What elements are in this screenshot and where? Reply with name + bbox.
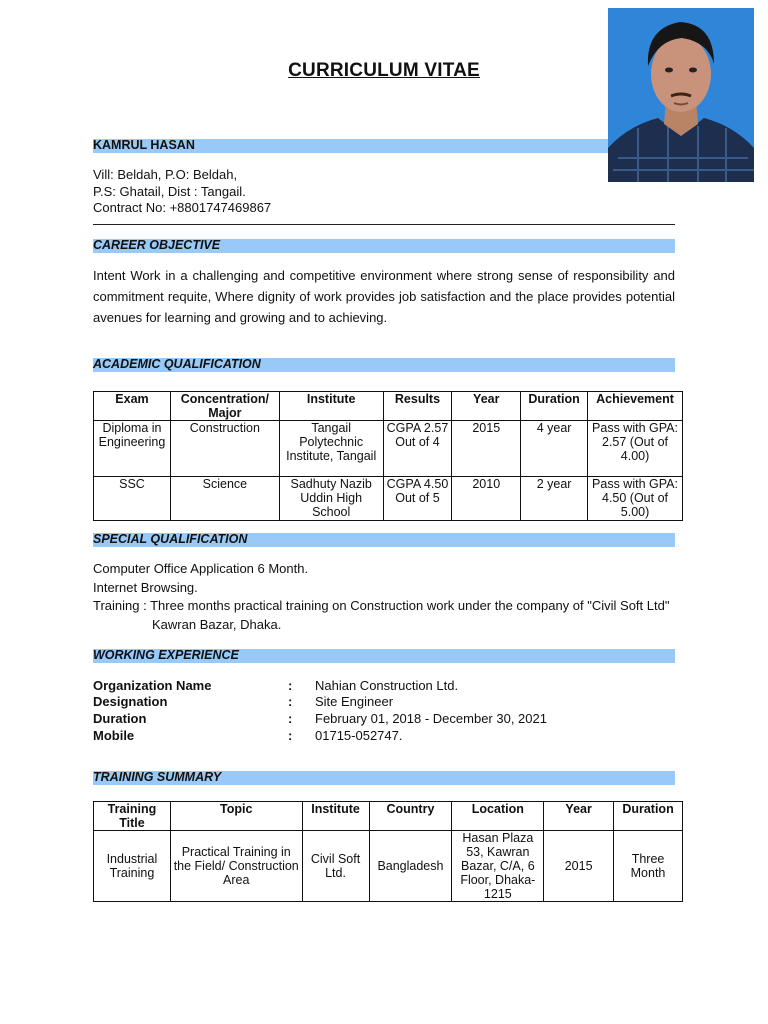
list-item: Training : Three months practical training on Construction work under the company of "Civil Soft Ltd" <box>93 598 670 613</box>
contact-line: Contract No: +8801747469867 <box>93 200 272 215</box>
field-label: Duration <box>93 711 147 726</box>
table-header-row <box>94 392 683 421</box>
section-title: CAREER OBJECTIVE <box>93 238 221 252</box>
table-cell: 4 year <box>521 421 588 477</box>
profile-photo <box>608 8 754 182</box>
field-label: Mobile <box>93 728 135 743</box>
field-value: 01715-052747. <box>315 728 403 743</box>
cv-title: CURRICULUM VITAE <box>288 60 480 81</box>
table-cell: Science <box>170 477 279 521</box>
table-row <box>94 831 683 902</box>
table-header: Year <box>452 392 521 421</box>
table-cell: SSC <box>94 477 171 521</box>
table-cell: 2015 <box>544 831 614 902</box>
section-special <box>93 533 675 547</box>
table-header: Country <box>369 802 452 831</box>
section-title: TRAINING SUMMARY <box>93 770 222 784</box>
list-item: Computer Office Application 6 Month. <box>93 561 309 576</box>
table-cell: Industrial Training <box>94 831 171 902</box>
table-cell: Hasan Plaza 53, Kawran Bazar, C/A, 6 Floor, Dhaka-1215 <box>452 831 544 902</box>
table-cell: Pass with GPA: 2.57 (Out of 4.00) <box>588 421 683 477</box>
address-line: Vill: Beldah, P.O: Beldah, <box>93 167 238 182</box>
name-text: KAMRUL HASAN <box>93 138 195 152</box>
table-cell: Three Month <box>614 831 683 902</box>
table-header: Results <box>383 392 452 421</box>
section-working <box>93 649 675 663</box>
table-cell: 2015 <box>452 421 521 477</box>
list-item: Kawran Bazar, Dhaka. <box>152 616 282 632</box>
experience-row <box>93 693 683 710</box>
section-training <box>93 771 675 785</box>
field-colon: : <box>288 728 293 743</box>
section-academic <box>93 358 675 372</box>
table-cell: 2 year <box>521 477 588 521</box>
table-cell: CGPA 2.57 Out of 4 <box>383 421 452 477</box>
table-header: Duration <box>614 802 683 831</box>
table-cell: Tangail Polytechnic Institute, Tangail <box>279 421 383 477</box>
table-cell: CGPA 4.50 Out of 5 <box>383 477 452 521</box>
table-cell: 2010 <box>452 477 521 521</box>
table-header: Concentration/ Major <box>170 392 279 421</box>
section-title: ACADEMIC QUALIFICATION <box>93 357 261 371</box>
section-title: SPECIAL QUALIFICATION <box>93 532 248 546</box>
training-table <box>93 801 683 902</box>
table-header: Duration <box>521 392 588 421</box>
table-cell: Construction <box>170 421 279 477</box>
field-label: Organization Name <box>93 678 212 693</box>
experience-row <box>93 727 683 744</box>
table-cell: Practical Training in the Field/ Construction Area <box>170 831 302 902</box>
table-cell: Bangladesh <box>369 831 452 902</box>
experience-row <box>93 677 683 694</box>
table-cell: Pass with GPA: 4.50 (Out of 5.00) <box>588 477 683 521</box>
academic-table <box>93 391 683 521</box>
section-title: WORKING EXPERIENCE <box>93 648 239 662</box>
table-cell: Diploma in Engineering <box>94 421 171 477</box>
address-block <box>93 167 271 217</box>
table-header: Training Title <box>94 802 171 831</box>
career-objective-text: Intent Work in a challenging and competitive environment where strong sense of responsibility and commitment requite, Where dignity of work provides job satisfaction and the place provides potential avenues for learning and growing and to achieving. <box>93 268 675 325</box>
table-header: Institute <box>279 392 383 421</box>
table-row <box>94 477 683 521</box>
address-line: P.S: Ghatail, Dist : Tangail. <box>93 183 246 199</box>
field-colon: : <box>288 694 293 709</box>
table-header: Year <box>544 802 614 831</box>
field-label: Designation <box>93 694 168 709</box>
table-cell: Civil Soft Ltd. <box>302 831 369 902</box>
table-header: Achievement <box>588 392 683 421</box>
table-header: Topic <box>170 802 302 831</box>
divider <box>93 224 675 225</box>
field-value: Site Engineer <box>315 694 394 709</box>
table-header: Exam <box>94 392 171 421</box>
table-header: Location <box>452 802 544 831</box>
experience-row <box>93 710 683 727</box>
field-colon: : <box>288 678 293 693</box>
list-item: Internet Browsing. <box>93 579 198 595</box>
person-portrait-icon <box>608 8 754 182</box>
table-row <box>94 421 683 477</box>
field-value: February 01, 2018 - December 30, 2021 <box>315 711 547 726</box>
field-colon: : <box>288 711 293 726</box>
field-value: Nahian Construction Ltd. <box>315 678 459 693</box>
table-header-row <box>94 802 683 831</box>
section-career-objective <box>93 239 675 253</box>
name-heading <box>93 139 608 153</box>
table-cell: Sadhuty Nazib Uddin High School <box>279 477 383 521</box>
table-header: Institute <box>302 802 369 831</box>
special-qualification-list <box>93 560 683 634</box>
